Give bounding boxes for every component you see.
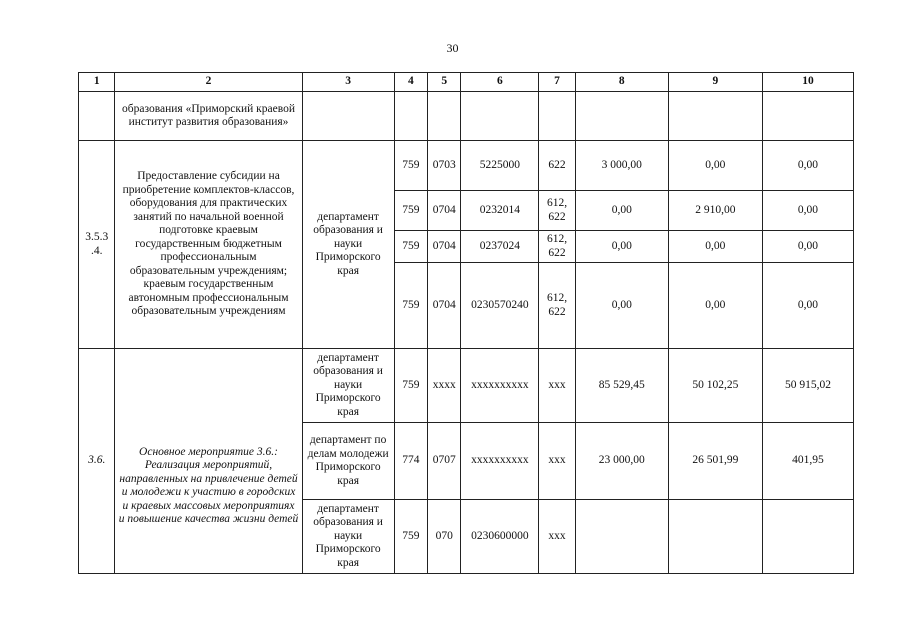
cell-c4: 759 [394, 500, 427, 574]
cell [394, 92, 427, 141]
cell-c9: 50 102,25 [668, 349, 762, 423]
cell-c5: 0704 [428, 263, 461, 349]
page-number: 30 [446, 41, 459, 55]
table-row [79, 92, 854, 141]
table-row [79, 141, 854, 191]
cell-c8: 0,00 [575, 191, 668, 231]
cell-c5: 0704 [428, 191, 461, 231]
cell-name: Предоставление субсидии на приобретение комплектов-классов, оборудования для практических занятий по начальной военной подготовке краевым государственным бюджетным профессиональным образовательным учреждениям; краевым государственным автономным профессиональным образовательным учреждениям [115, 141, 302, 349]
cell-c8: 0,00 [575, 263, 668, 349]
column-header: 2 [115, 73, 302, 92]
cell-c4: 759 [394, 191, 427, 231]
cell [428, 92, 461, 141]
budget-table [78, 72, 854, 574]
cell-c4: 759 [394, 231, 427, 263]
cell-c10: 0,00 [762, 191, 853, 231]
cell-c5: xxxx [428, 349, 461, 423]
header-row [79, 73, 854, 92]
cell-c7: 612, 622 [539, 191, 575, 231]
cell-c8: 85 529,45 [575, 349, 668, 423]
cell-c9: 2 910,00 [668, 191, 762, 231]
cell-c9: 0,00 [668, 141, 762, 191]
cell-name: образования «Приморский краевой институт развития образования» [115, 92, 302, 141]
cell-c6: 0230600000 [461, 500, 539, 574]
table-row [79, 349, 854, 423]
cell-number [79, 92, 115, 141]
column-header: 9 [668, 73, 762, 92]
cell [461, 92, 539, 141]
cell-c6: 5225000 [461, 141, 539, 191]
cell [762, 92, 853, 141]
cell-number: 3.5.3 .4. [79, 141, 115, 349]
cell-c7: 622 [539, 141, 575, 191]
cell-c4: 759 [394, 349, 427, 423]
cell-executor [302, 92, 394, 141]
cell-c10: 401,95 [762, 423, 853, 500]
cell-c10: 50 915,02 [762, 349, 853, 423]
cell-c8: 23 000,00 [575, 423, 668, 500]
cell-name [115, 349, 302, 574]
cell-c7: 612, 622 [539, 231, 575, 263]
cell-c10 [762, 500, 853, 574]
column-header: 8 [575, 73, 668, 92]
cell [575, 92, 668, 141]
cell-c9: 0,00 [668, 231, 762, 263]
cell-c4: 774 [394, 423, 427, 500]
column-header: 10 [762, 73, 853, 92]
cell-c8: 3 000,00 [575, 141, 668, 191]
column-header: 5 [428, 73, 461, 92]
cell-name-text: Основное мероприятие 3.6.: Реализация мероприятий, направленных на привлечение детей и молодежи к участию в городских и краевых массовых мероприятиях и повышение качества жизни детей [118, 445, 299, 525]
column-header: 7 [539, 73, 575, 92]
cell-executor: департамент по делам молодежи Приморского края [302, 423, 394, 500]
cell-c5: 0703 [428, 141, 461, 191]
cell-c10: 0,00 [762, 263, 853, 349]
cell-c7: xxx [539, 349, 575, 423]
cell-c5: 0707 [428, 423, 461, 500]
cell-c6: 0237024 [461, 231, 539, 263]
cell-c7: xxx [539, 423, 575, 500]
cell [668, 92, 762, 141]
cell-number: 3.6. [79, 349, 115, 574]
cell-c9 [668, 500, 762, 574]
cell-c10: 0,00 [762, 231, 853, 263]
cell-c10: 0,00 [762, 141, 853, 191]
cell-c9: 26 501,99 [668, 423, 762, 500]
cell-c7: 612, 622 [539, 263, 575, 349]
cell-c6: 0230570240 [461, 263, 539, 349]
cell-c4: 759 [394, 263, 427, 349]
cell-c7: xxx [539, 500, 575, 574]
cell-c6: xxxxxxxxxx [461, 423, 539, 500]
column-header: 4 [394, 73, 427, 92]
column-header: 1 [79, 73, 115, 92]
cell-c4: 759 [394, 141, 427, 191]
cell-c5: 0704 [428, 231, 461, 263]
column-header: 6 [461, 73, 539, 92]
cell-c6: 0232014 [461, 191, 539, 231]
cell-executor: департамент образования и науки Приморского края [302, 500, 394, 574]
cell-c8 [575, 500, 668, 574]
cell-c9: 0,00 [668, 263, 762, 349]
cell-executor: департамент образования и науки Приморского края [302, 141, 394, 349]
cell [539, 92, 575, 141]
cell-executor: департамент образования и науки Приморского края [302, 349, 394, 423]
cell-c5: 070 [428, 500, 461, 574]
column-header: 3 [302, 73, 394, 92]
cell-c8: 0,00 [575, 231, 668, 263]
cell-c6: xxxxxxxxxx [461, 349, 539, 423]
